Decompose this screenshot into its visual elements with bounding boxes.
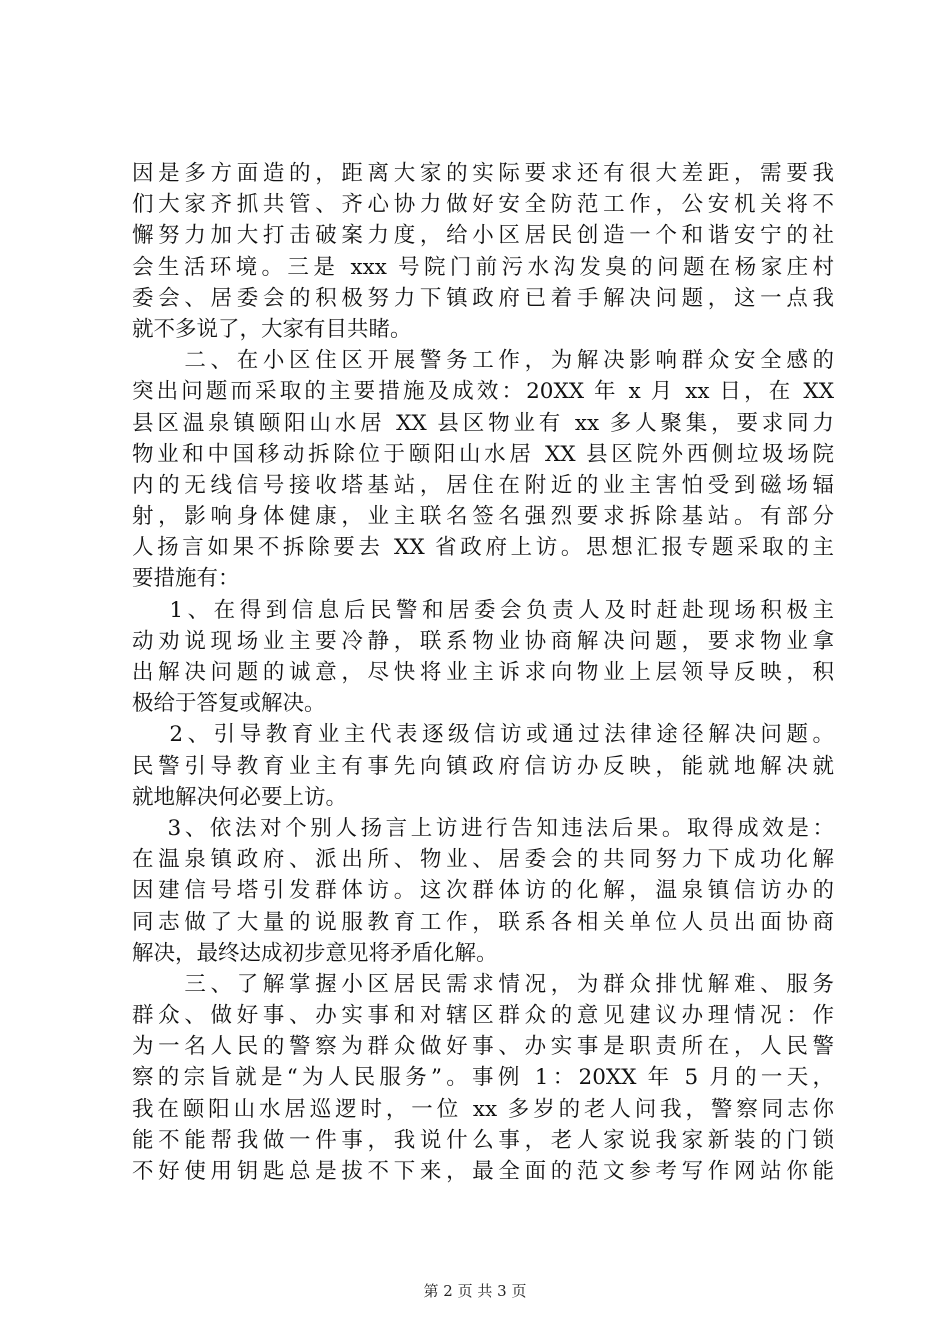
text-line: 因是多方面造的，距离大家的实际要求还有很大差距，需要我 (132, 161, 834, 186)
text-line: 们大家齐抓共管、齐心协力做好安全防范工作，公安机关将不 (132, 192, 834, 218)
document-body (132, 158, 834, 1187)
text-line: 就不多说了，大家有目共睹。 (132, 316, 412, 342)
text-line: 我在颐阳山水居巡逻时，一位 xx 多岁的老人问我，警察同志你 (132, 1096, 834, 1122)
text-line: 出解决问题的诚意，尽快将业主诉求向物业上层领导反映，积 (132, 660, 834, 685)
text-line: 解决，最终达成初步意见将矛盾化解。 (132, 940, 498, 966)
text-line: 群众、做好事、办实事和对辖区群众的意见建议办理情况：作 (132, 1003, 834, 1029)
text-line: 要措施有： (132, 566, 240, 592)
text-line: 三、了解掌握小区居民需求情况，为群众排忧解难、服务 (132, 971, 834, 997)
text-line: 民警引导教育业主有事先向镇政府信访办反映，能就地解决就 (132, 753, 834, 779)
text-line: 就地解决何必要上访。 (132, 784, 348, 810)
text-line: 1、在得到信息后民警和居委会负责人及时赶赴现场积极主 (132, 597, 834, 623)
text-line: 会生活环境。三是 xxx 号院门前污水沟发臭的问题在杨家庄村 (132, 254, 834, 280)
text-line: 在温泉镇政府、派出所、物业、居委会的共同努力下成功化解 (132, 847, 834, 873)
page-footer: 第 2 页 共 3 页 (423, 1282, 527, 1300)
text-line: 极给于答复或解决。 (132, 691, 326, 717)
text-line: 委会、居委会的积极努力下镇政府已着手解决问题，这一点我 (132, 285, 834, 311)
text-line: 射，影响身体健康，业主联名签名强烈要求拆除基站。有部分 (132, 504, 834, 530)
text-line: 动劝说现场业主要冷静，联系物业协商解决问题，要求物业拿 (132, 628, 834, 654)
text-line: 为一名人民的警察为群众做好事、办实事是职责所在，人民警 (132, 1034, 834, 1060)
text-line: 能不能帮我做一件事，我说什么事，老人家说我家新装的门锁 (132, 1127, 834, 1153)
text-line: 人扬言如果不拆除要去 XX 省政府上访。思想汇报专题采取的主 (132, 535, 834, 561)
text-line: 3、依法对个别人扬言上访进行告知违法后果。取得成效是： (132, 815, 834, 841)
text-line: 突出问题而采取的主要措施及成效：20XX 年 x 月 xx 日，在 XX (132, 379, 834, 405)
text-line: 因建信号塔引发群体访。这次群体访的化解，温泉镇信访办的 (132, 878, 834, 904)
text-line: 物业和中国移动拆除位于颐阳山水居 XX 县区院外西侧垃圾场院 (132, 441, 834, 467)
text-line: 2、引导教育业主代表逐级信访或通过法律途径解决问题。 (132, 722, 834, 748)
text-line: 懈努力加大打击破案力度，给小区居民创造一个和谐安宁的社 (132, 223, 834, 249)
text-line: 同志做了大量的说服教育工作，联系各相关单位人员出面协商 (132, 909, 834, 935)
text-line: 察的宗旨就是“为人民服务”。事例 1：20XX 年 5 月的一天， (132, 1065, 834, 1091)
text-line: 二、在小区住区开展警务工作，为解决影响群众安全感的 (132, 348, 834, 374)
text-line: 内的无线信号接收塔基站，居住在附近的业主害怕受到磁场辐 (132, 472, 834, 498)
text-line: 不好使用钥匙总是拔不下来，最全面的范文参考写作网站你能 (132, 1159, 834, 1184)
text-line: 县区温泉镇颐阳山水居 XX 县区物业有 xx 多人聚集，要求同力 (132, 410, 834, 436)
